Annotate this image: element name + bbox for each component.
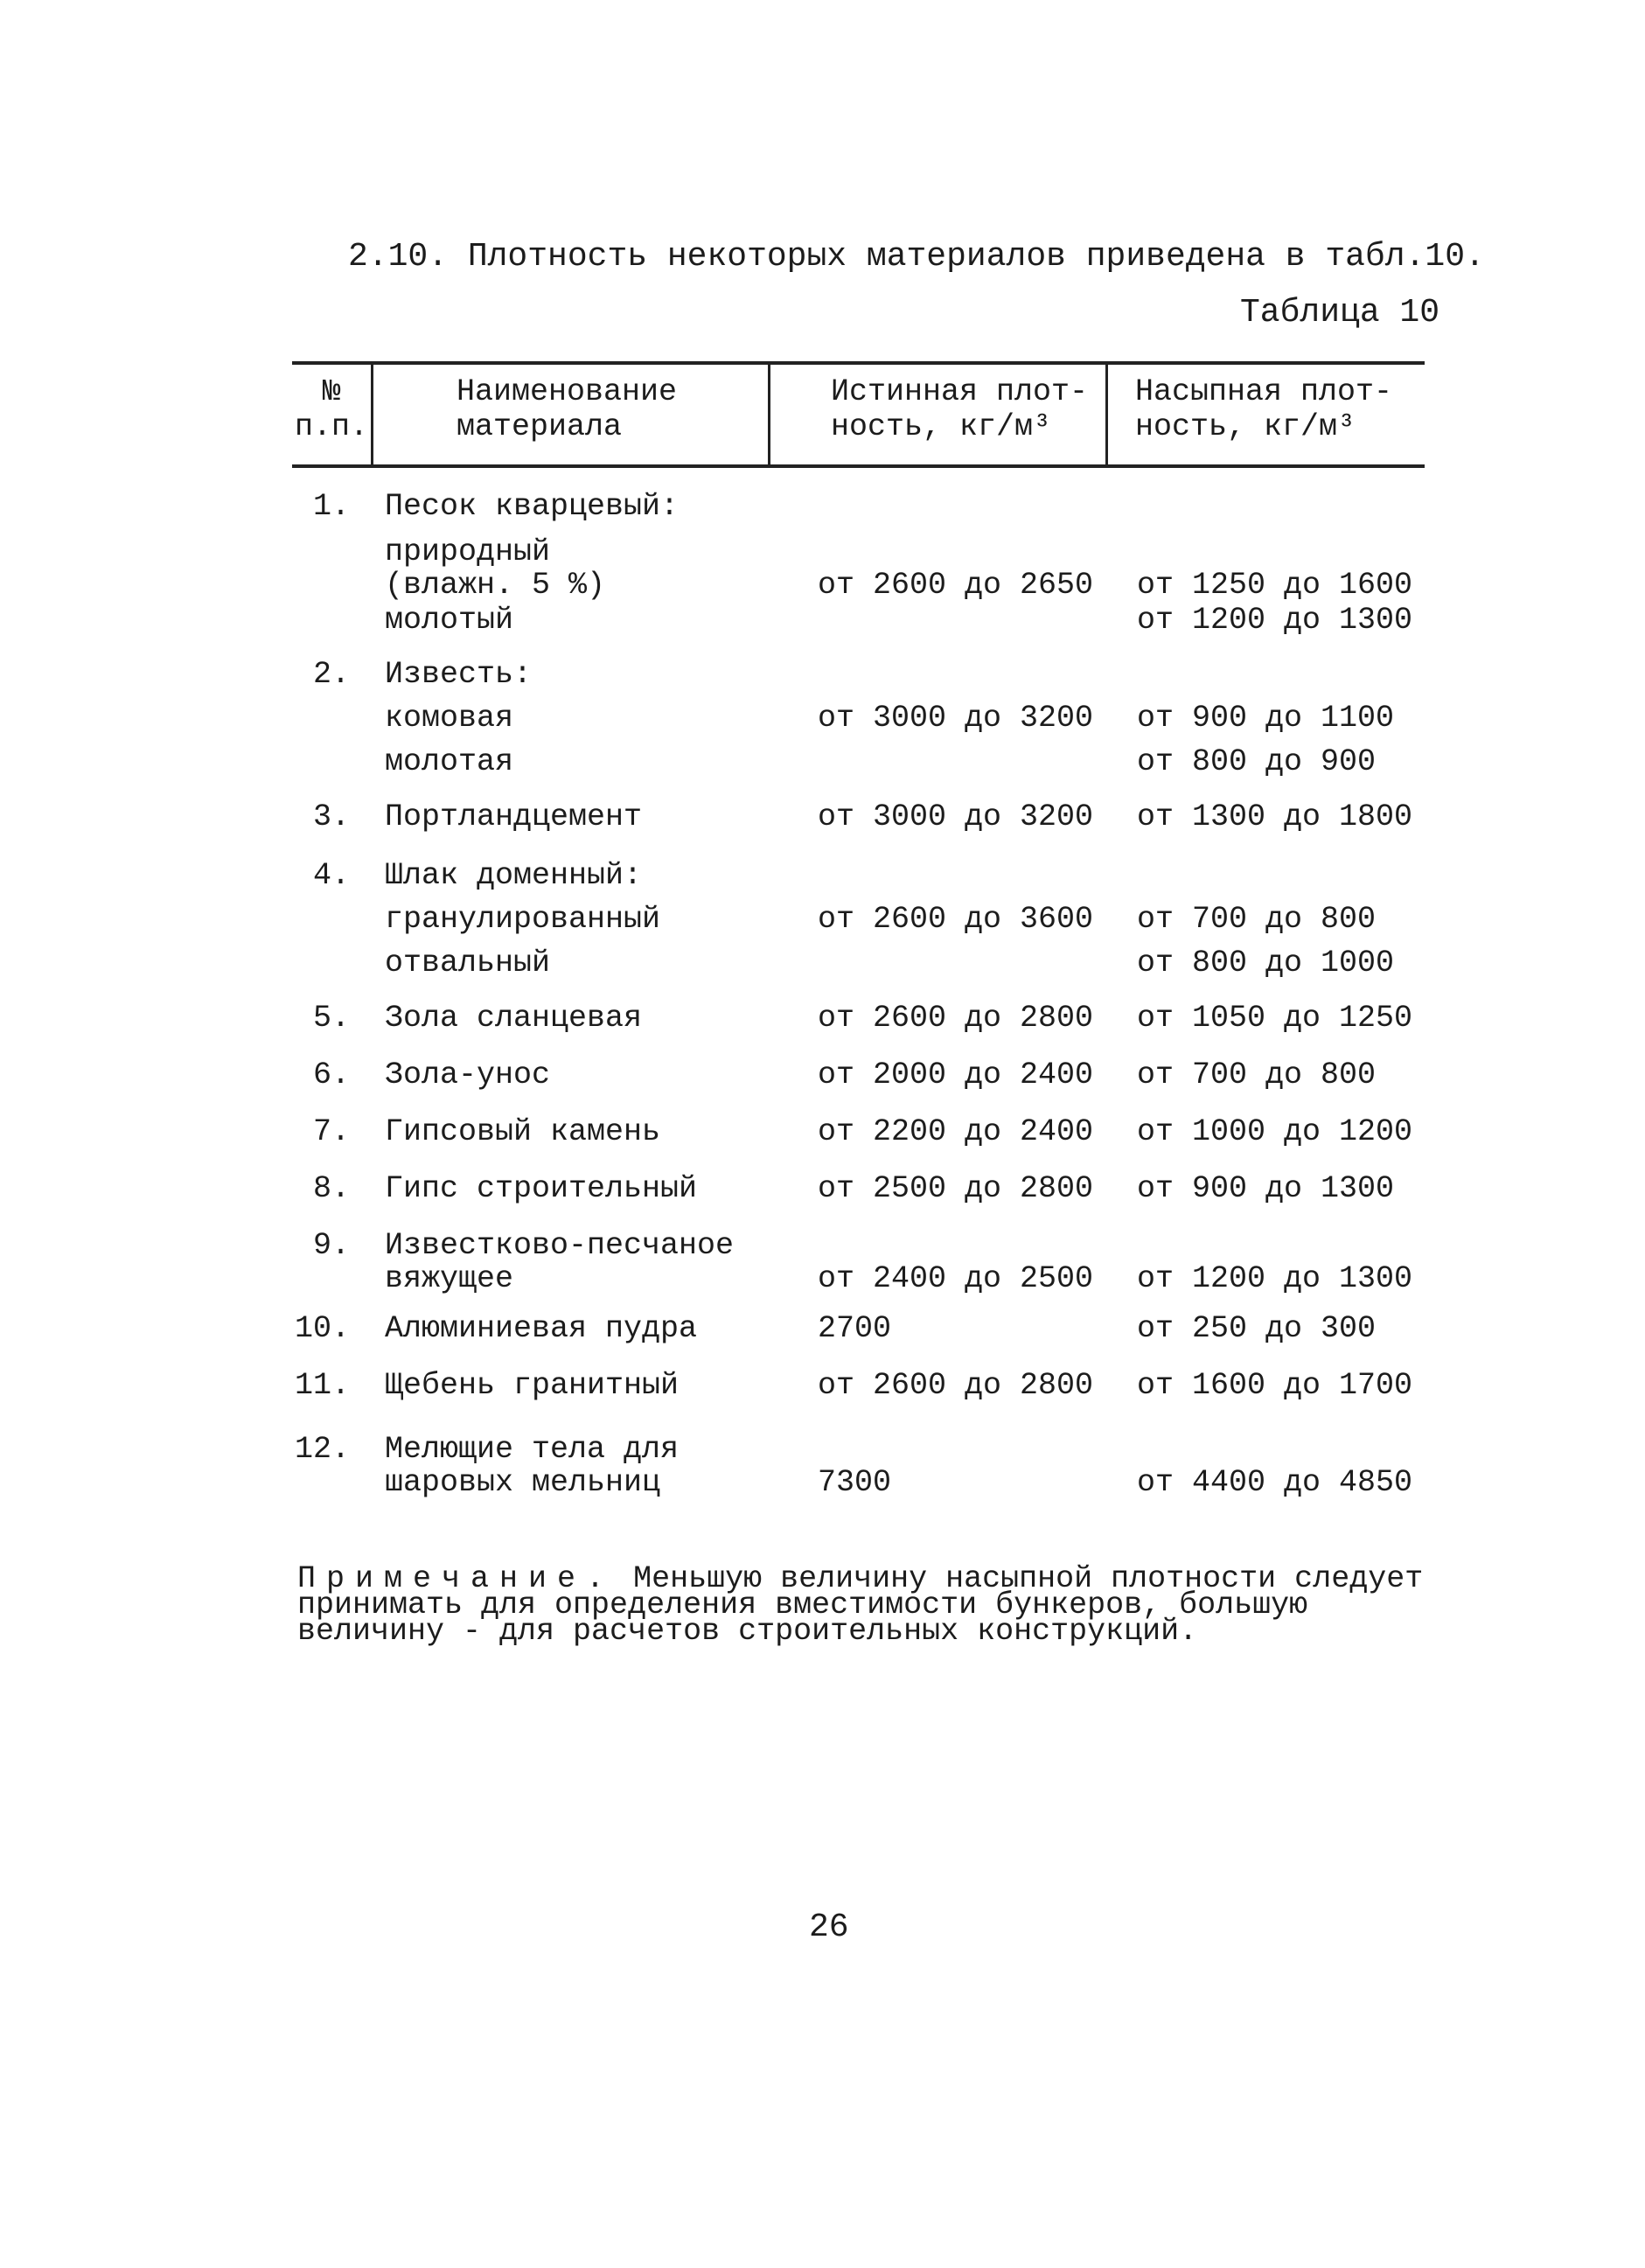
header-name-line-1: Наименование: [457, 374, 678, 409]
material-name: Гипсовый камень: [385, 1114, 661, 1149]
material-name: Известково-песчаное вяжущее: [385, 1228, 735, 1296]
header-name-line-2: материала: [457, 409, 623, 444]
header-name: [457, 374, 763, 444]
note-text: Меньшую величину насыпной плотности следует принимать для определения вместимости бункеров, большую величину - для расчетов строительных конструкций.: [297, 1561, 1424, 1649]
material-name: комовая: [385, 701, 514, 736]
material-name: Мелющие тела для шаровых мельниц: [385, 1432, 680, 1500]
bulk-density: от 900 до 1100: [1137, 701, 1395, 736]
bulk-density: от 1600 до 1700: [1137, 1368, 1413, 1403]
true-density: от 3000 до 3200: [818, 799, 1094, 834]
bulk-density: от 800 до 1000: [1137, 946, 1395, 980]
true-density: от 2000 до 2400: [818, 1057, 1094, 1092]
true-density: 7300: [818, 1465, 892, 1500]
material-name: Портландцемент: [385, 799, 643, 834]
material-name: отвальный: [385, 946, 551, 980]
true-density: от 2600 до 3600: [818, 902, 1094, 937]
header-true-line-2: ность, кг/м³: [831, 409, 1052, 444]
material-name: молотый: [385, 603, 514, 638]
header-true-density: [831, 374, 1111, 444]
header-no-line-1: №: [322, 374, 341, 409]
table-caption: Таблица 10: [1240, 294, 1440, 331]
bulk-density: от 1050 до 1250: [1137, 1001, 1413, 1036]
row-number: 6.: [312, 1057, 350, 1092]
page-number: 26: [809, 1909, 849, 1946]
row-number: 10.: [294, 1311, 350, 1346]
material-name: гранулированный: [385, 902, 661, 937]
column-divider: [371, 361, 373, 466]
true-density: от 2500 до 2800: [818, 1171, 1094, 1206]
bulk-density: от 4400 до 4850: [1137, 1465, 1413, 1500]
material-name: Шлак доменный:: [385, 858, 643, 893]
true-density: 2700: [818, 1311, 892, 1346]
table-header-rule: [292, 464, 1425, 468]
true-density: от 2400 до 2500: [818, 1261, 1094, 1296]
material-name: Гипс строительный: [385, 1171, 698, 1206]
material-name: молотая: [385, 744, 514, 779]
material-name: Алюминиевая пудра: [385, 1311, 698, 1346]
bulk-density: от 1000 до 1200: [1137, 1114, 1413, 1149]
true-density: от 2600 до 2800: [818, 1368, 1094, 1403]
bulk-density: от 250 до 300: [1137, 1311, 1377, 1346]
true-density: от 2600 до 2800: [818, 1001, 1094, 1036]
row-number: 8.: [312, 1171, 350, 1206]
note-label: Примечание.: [297, 1561, 616, 1596]
note: [297, 1561, 1434, 1649]
row-number: 7.: [312, 1114, 350, 1149]
bulk-density: от 1200 до 1300: [1137, 1261, 1413, 1296]
material-name: Щебень гранитный: [385, 1368, 680, 1403]
material-name: Песок кварцевый:: [385, 489, 680, 524]
bulk-density: от 1300 до 1800: [1137, 799, 1413, 834]
header-no-line-2: п.п.: [294, 409, 368, 444]
true-density: от 3000 до 3200: [818, 701, 1094, 736]
row-number: 2.: [312, 657, 350, 692]
material-name: природный (влажн. 5 %): [385, 534, 606, 603]
bulk-density: от 700 до 800: [1137, 902, 1377, 937]
true-density: от 2600 до 2650: [818, 568, 1094, 603]
row-number: 11.: [294, 1368, 350, 1403]
header-bulk-density: [1135, 374, 1415, 444]
material-name: Зола-унос: [385, 1057, 551, 1092]
bulk-density: от 1200 до 1300: [1137, 603, 1413, 638]
bulk-density: от 700 до 800: [1137, 1057, 1377, 1092]
bulk-density: от 800 до 900: [1137, 744, 1377, 779]
row-number: 5.: [312, 1001, 350, 1036]
header-bulk-line-1: Насыпная плот-: [1135, 374, 1393, 409]
row-number: 9.: [312, 1228, 350, 1263]
intro-paragraph: 2.10. Плотность некоторых материалов приведена в табл.10.: [348, 238, 1485, 276]
row-number: 4.: [312, 858, 350, 893]
row-number: 3.: [312, 799, 350, 834]
table-top-rule: [292, 361, 1425, 365]
header-bulk-line-2: ность, кг/м³: [1135, 409, 1356, 444]
bulk-density: от 900 до 1300: [1137, 1171, 1395, 1206]
header-no: [292, 374, 371, 444]
bulk-density: от 1250 до 1600: [1137, 568, 1413, 603]
header-true-line-1: Истинная плот-: [831, 374, 1089, 409]
material-name: Известь:: [385, 657, 533, 692]
row-number: 12.: [294, 1432, 350, 1467]
column-divider: [768, 361, 770, 466]
row-number: 1.: [312, 489, 350, 524]
material-name: Зола сланцевая: [385, 1001, 643, 1036]
true-density: от 2200 до 2400: [818, 1114, 1094, 1149]
